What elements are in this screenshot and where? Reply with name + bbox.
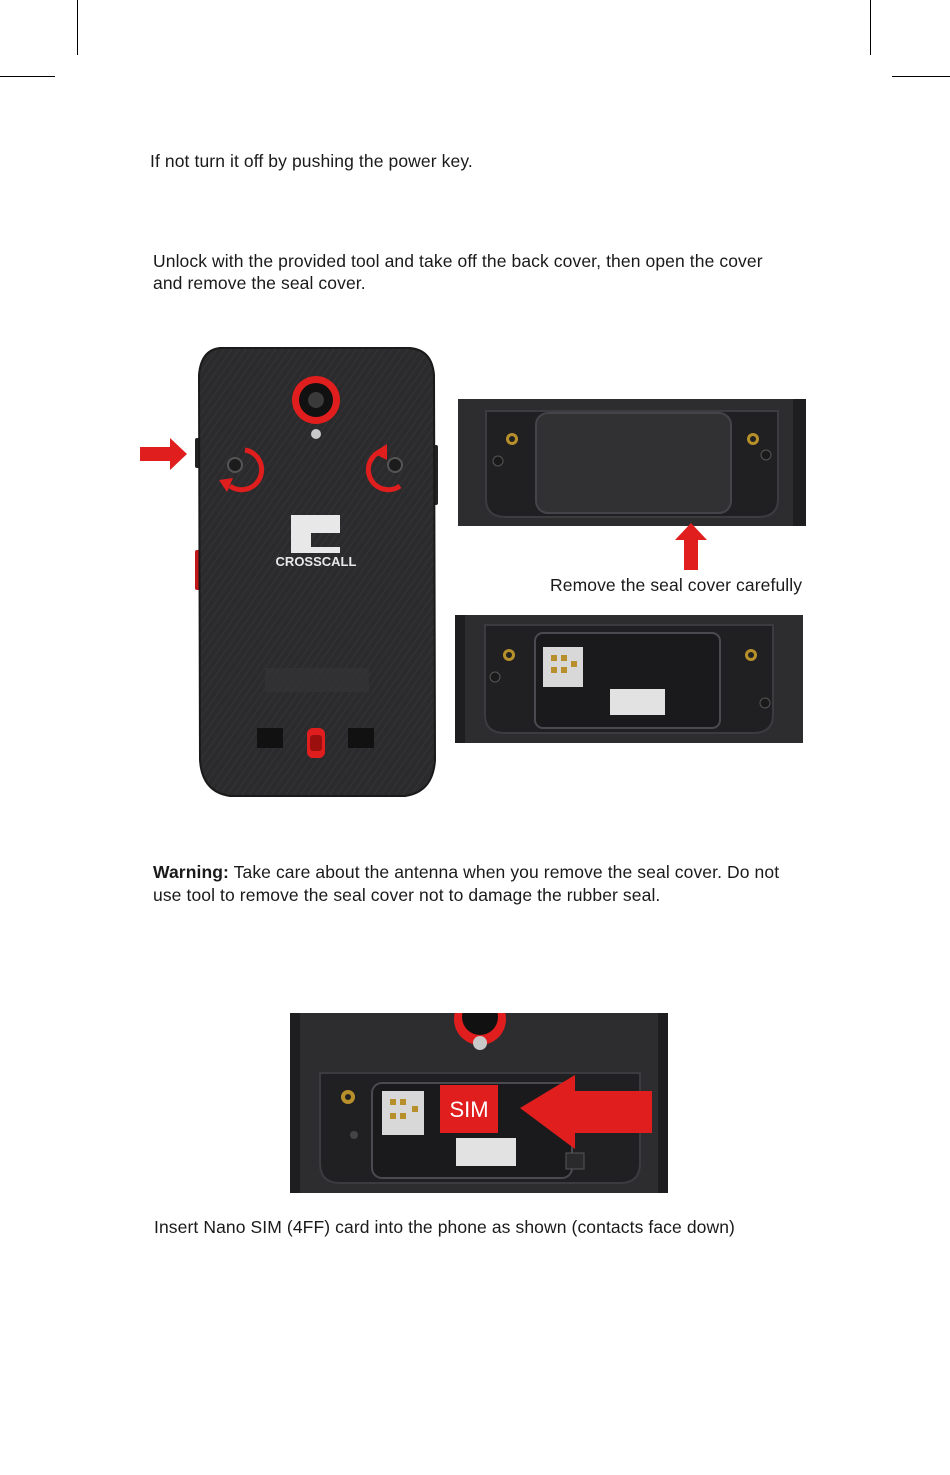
- sim-card-label: SIM: [449, 1097, 489, 1122]
- sim-insert-image: [290, 1013, 668, 1193]
- seal-cover-caption: Remove the seal cover carefully: [550, 575, 803, 595]
- crop-mark-top-right: [870, 0, 871, 55]
- up-arrow-icon: [675, 523, 707, 570]
- phone-back-image: [135, 340, 445, 802]
- warning-text-1: Take care about the antenna when you remove the seal cover. Do not: [228, 862, 780, 882]
- warning-line2: use tool to remove the seal cover not to damage the rubber seal.: [153, 885, 661, 905]
- instruction-unlock-line1: Unlock with the provided tool and take off the back cover, then open the cover: [153, 251, 763, 271]
- instruction-unlock-line2: and remove the seal cover.: [153, 273, 366, 293]
- crop-mark-left: [0, 76, 55, 77]
- instruction-power-off: If not turn it off by pushing the power key.: [150, 151, 473, 171]
- instruction-insert-sim: Insert Nano SIM (4FF) card into the phone as shown (contacts face down): [154, 1217, 735, 1237]
- seal-cover-image: [458, 399, 806, 526]
- warning-label: Warning:: [153, 862, 229, 882]
- crop-mark-right: [892, 76, 950, 77]
- warning-line1: [153, 861, 779, 883]
- sim-slot-image: [455, 615, 803, 743]
- brand-logo-text: CROSSCALL: [275, 554, 357, 569]
- crop-mark-top-left: [77, 0, 78, 55]
